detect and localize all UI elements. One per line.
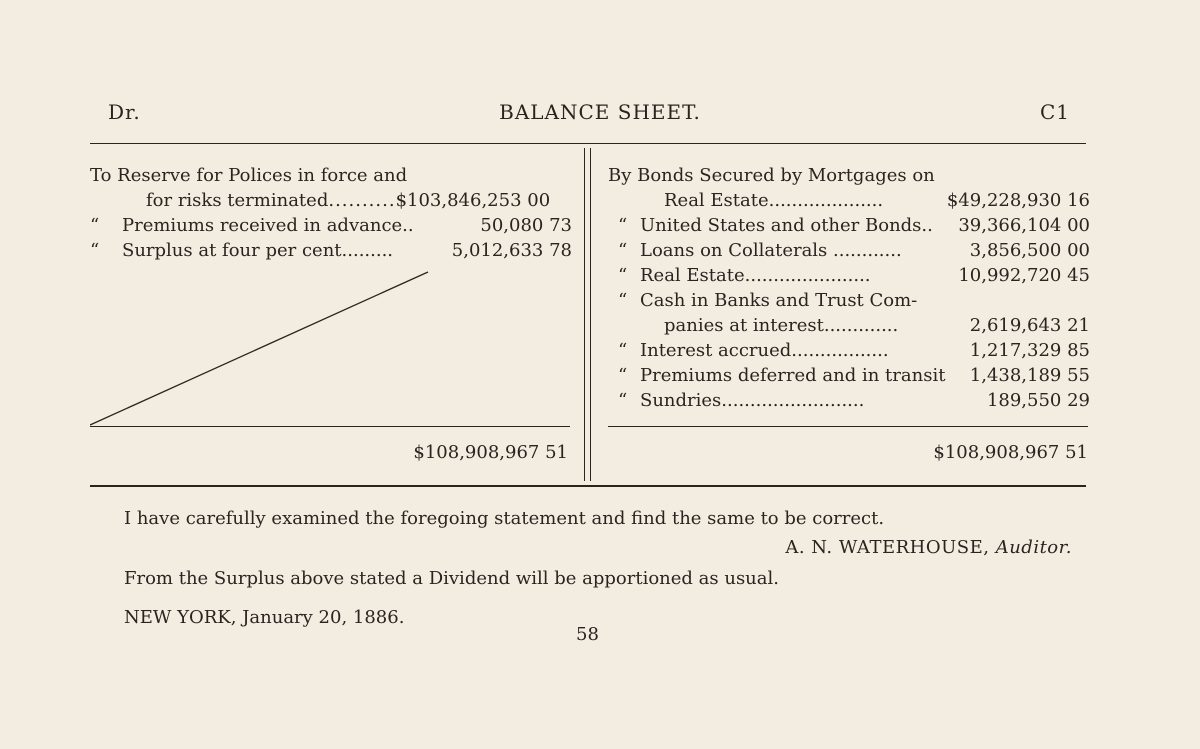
- row-amount: 1,438,189 55: [969, 365, 1090, 386]
- right-total: $108,908,967 51: [933, 442, 1088, 463]
- ditto-mark: “: [618, 240, 628, 261]
- row-label: Sundries.........................: [640, 390, 865, 411]
- ledger-row: [608, 163, 1090, 188]
- row-label: Real Estate......................: [640, 265, 871, 286]
- ditto-mark: “: [90, 240, 100, 261]
- ledger-row: [608, 363, 1090, 388]
- assets-column: [608, 163, 1090, 413]
- page-title: BALANCE SHEET.: [499, 100, 701, 124]
- ditto-mark: “: [618, 390, 628, 411]
- row-amount: $49,228,930 16: [946, 190, 1090, 211]
- row-label: Premiums received in advance..: [122, 215, 414, 236]
- row-amount: 10,992,720 45: [958, 265, 1090, 286]
- ledger-row: [608, 238, 1090, 263]
- row-label: United States and other Bonds..: [640, 215, 933, 236]
- debit-label: Dr.: [108, 100, 141, 124]
- row-label: To Reserve for Polices in force and: [90, 165, 408, 186]
- ledger-row: [608, 188, 1090, 213]
- ledger-row: [608, 388, 1090, 413]
- credit-label: C1: [1039, 100, 1070, 124]
- auditor-title: Auditor.: [995, 537, 1072, 558]
- row-amount: 189,550 29: [986, 390, 1090, 411]
- row-label: Surplus at four per cent.........: [122, 240, 394, 261]
- ditto-mark: “: [618, 215, 628, 236]
- ledger-row: [90, 163, 572, 188]
- row-amount: $103,846,253 00: [395, 190, 551, 211]
- ledger-row: [608, 313, 1090, 338]
- row-amount: 39,366,104 00: [958, 215, 1090, 236]
- ditto-mark: “: [618, 265, 628, 286]
- right-total-rule: [608, 426, 1088, 427]
- row-label: Loans on Collaterals ............: [640, 240, 902, 261]
- ledger-row: [90, 188, 572, 213]
- ditto-mark: “: [618, 365, 628, 386]
- ledger-row: [608, 288, 1090, 313]
- ditto-mark: “: [618, 290, 628, 311]
- row-leader: ..........: [328, 190, 396, 211]
- top-rule: [90, 143, 1086, 144]
- auditor-signature: [785, 537, 1072, 558]
- row-label: Premiums deferred and in transit: [640, 365, 946, 386]
- dateline: NEW YORK, January 20, 1886.: [124, 607, 405, 628]
- certification-text: I have carefully examined the foregoing statement and find the same to be correct.: [124, 508, 885, 529]
- bottom-rule: [90, 485, 1086, 487]
- row-amount: 3,856,500 00: [969, 240, 1090, 261]
- cancel-slash-line: [90, 270, 430, 430]
- row-label: panies at interest.............: [664, 315, 899, 336]
- row-label: Cash in Banks and Trust Com-: [640, 290, 918, 311]
- row-label: for risks terminated: [146, 190, 329, 211]
- row-amount: 50,080 73: [480, 215, 572, 236]
- page-number: 58: [576, 624, 599, 645]
- row-amount: 2,619,643 21: [969, 315, 1090, 336]
- row-label: Interest accrued.................: [640, 340, 889, 361]
- row-label: Real Estate....................: [664, 190, 884, 211]
- ledger-row: [608, 213, 1090, 238]
- ditto-mark: “: [618, 340, 628, 361]
- liabilities-column: [90, 163, 572, 263]
- row-amount: 1,217,329 85: [969, 340, 1090, 361]
- dividend-note: From the Surplus above stated a Dividend will be apportioned as usual.: [124, 568, 779, 589]
- auditor-name: A. N. WATERHOUSE,: [785, 537, 990, 558]
- row-label: By Bonds Secured by Mortgages on: [608, 165, 935, 186]
- ledger-row: [90, 213, 572, 238]
- left-total: $108,908,967 51: [413, 442, 568, 463]
- ledger-row: [608, 263, 1090, 288]
- ledger-row: [90, 238, 572, 263]
- ledger-row: [608, 338, 1090, 363]
- ditto-mark: “: [90, 215, 100, 236]
- left-total-rule: [90, 426, 570, 427]
- column-divider: [584, 148, 591, 481]
- row-amount: 5,012,633 78: [451, 240, 572, 261]
